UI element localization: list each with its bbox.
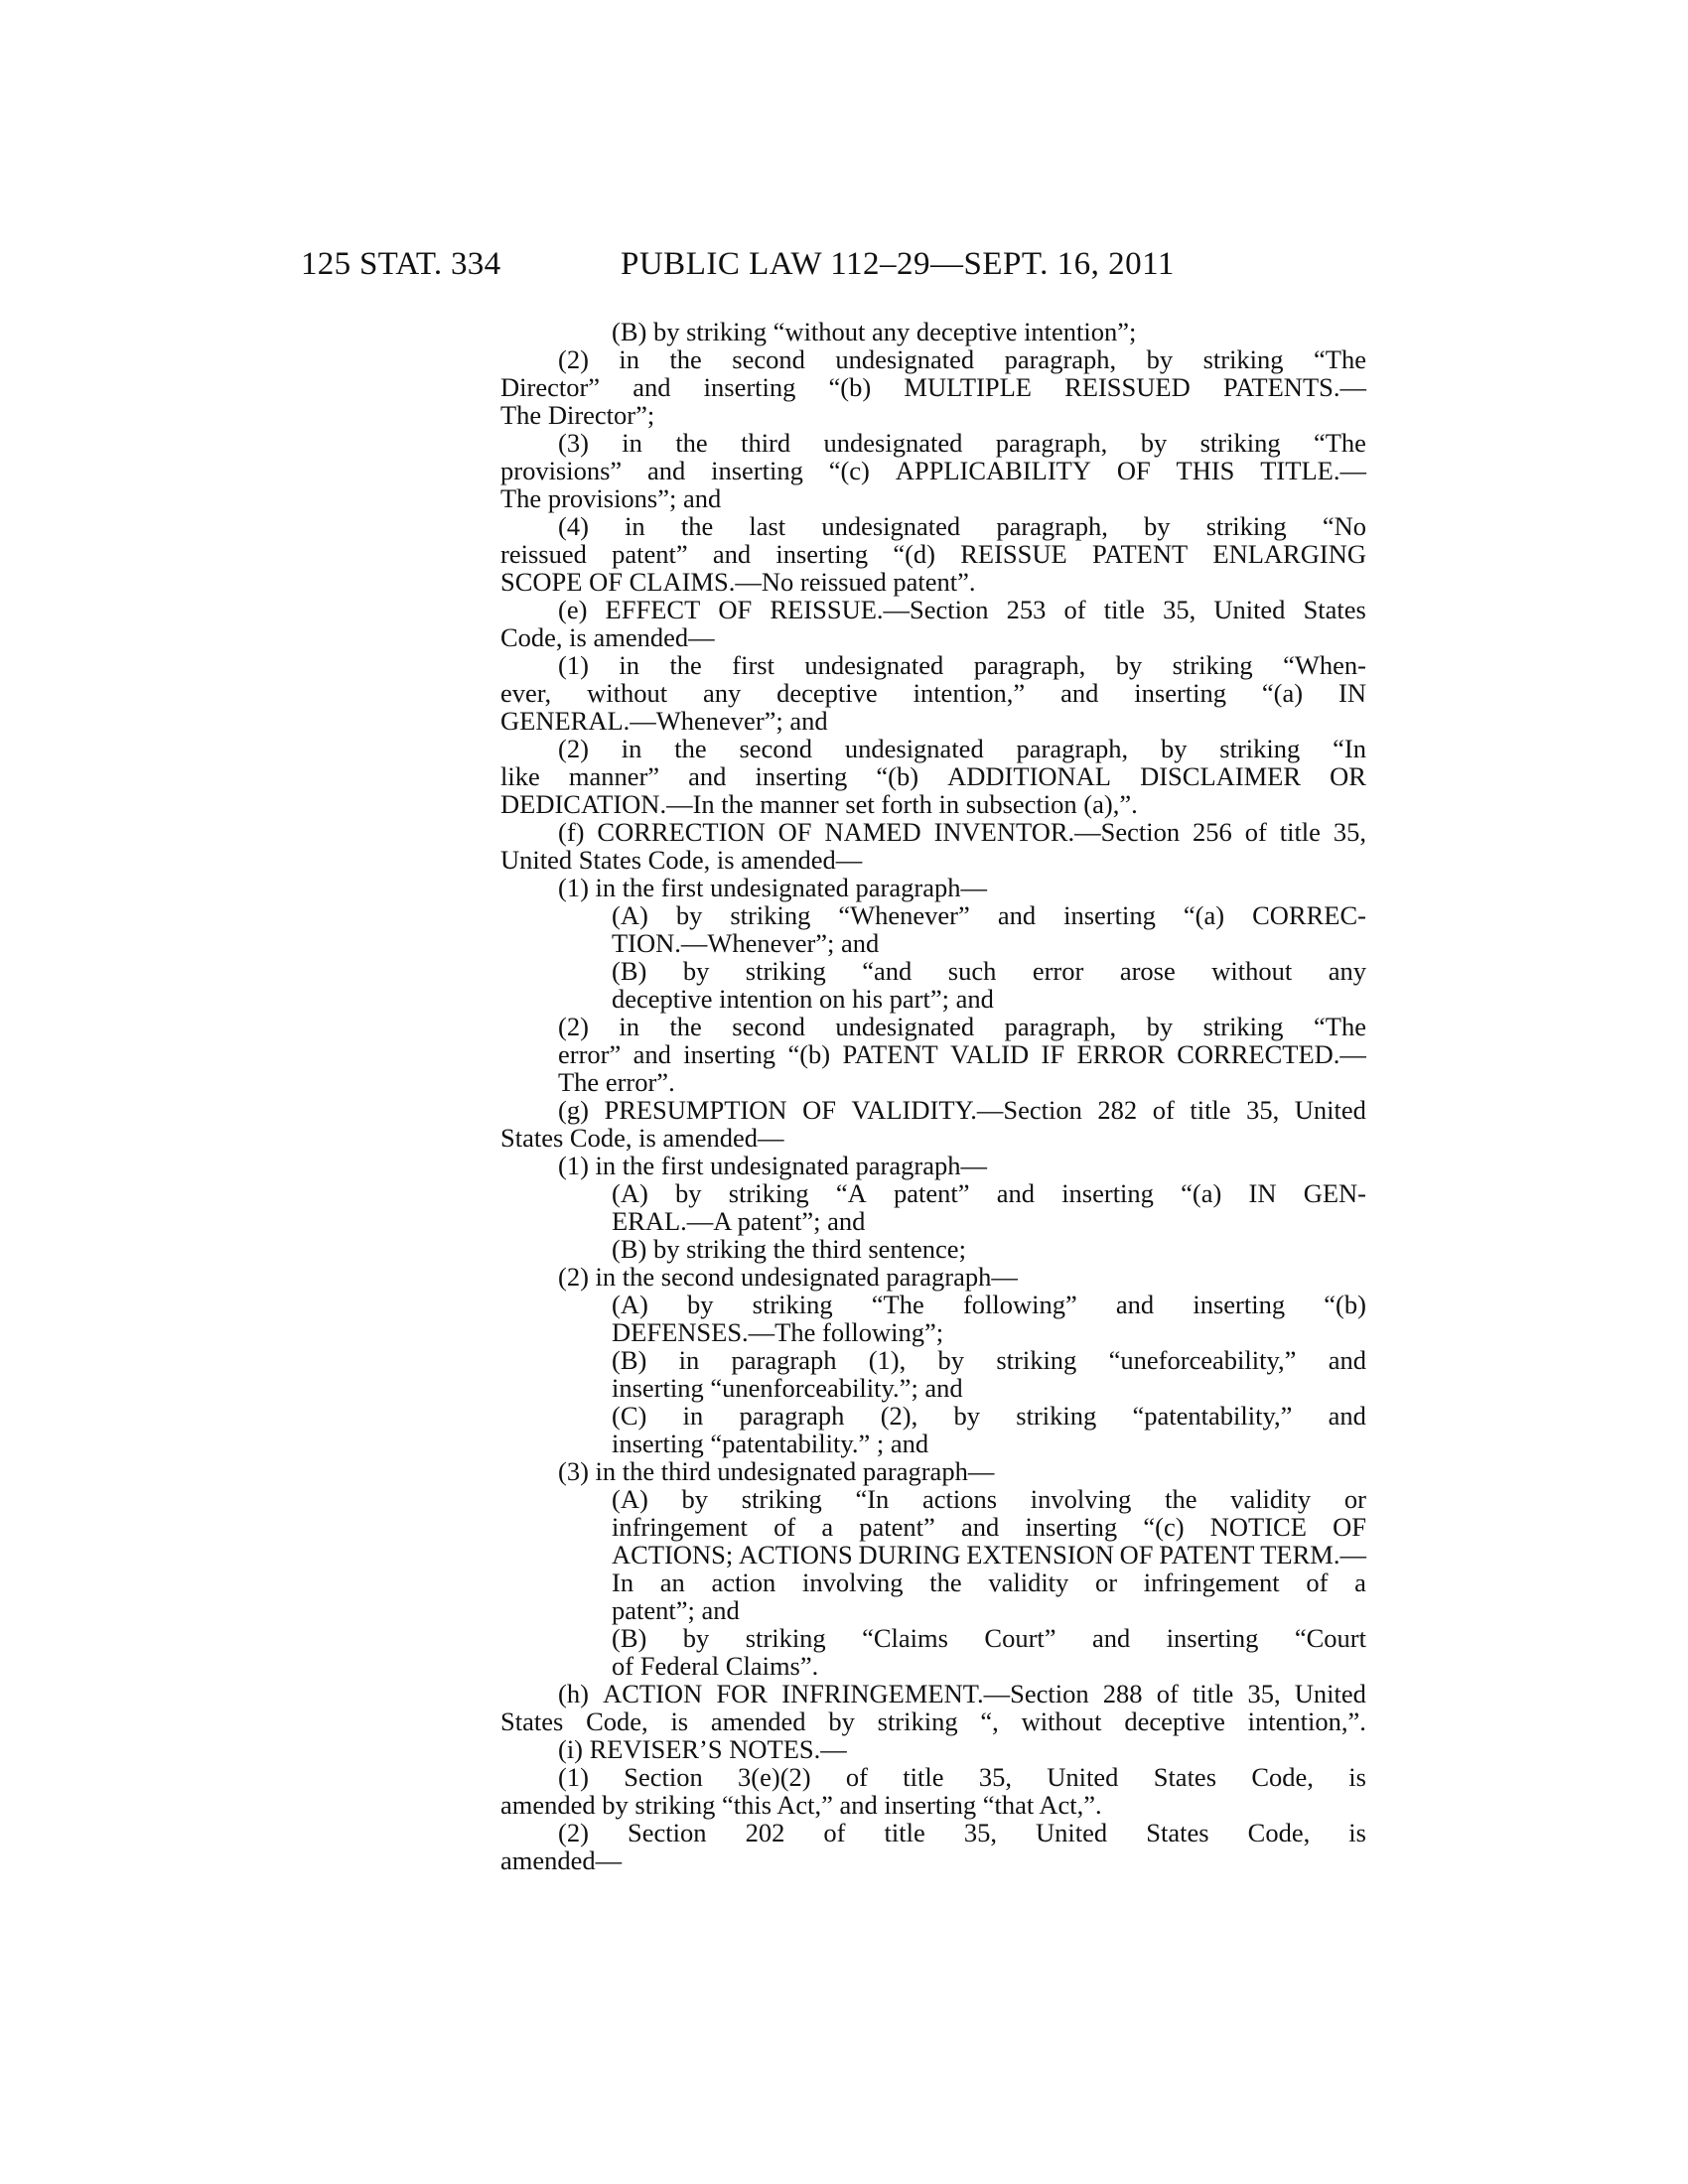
text-line: TION.—Whenever”; and: [612, 928, 880, 958]
text-line: infringement of a patent” and inserting “(c) NOTICE OF: [612, 1512, 1366, 1542]
text-line: DEDICATION.—In the manner set forth in subsection (a),”.: [500, 789, 1138, 819]
text-line: (g) PRESUMPTION OF VALIDITY.—Section 282 of title 35, United: [558, 1095, 1366, 1125]
text-line: ever, without any deceptive intention,” and inserting “(a) IN: [500, 678, 1366, 708]
text-line: ERAL.—A patent”; and: [612, 1206, 866, 1236]
text-line: Director” and inserting “(b) MULTIPLE REISSUED PATENTS.—: [500, 372, 1366, 402]
text-line: (B) in paragraph (1), by striking “uneforceability,” and: [612, 1345, 1366, 1375]
text-line: States Code, is amended—: [500, 1123, 784, 1153]
text-line: reissued patent” and inserting “(d) REISSUE PATENT ENLARGING: [500, 539, 1366, 569]
text-line: provisions” and inserting “(c) APPLICABILITY OF THIS TITLE.—: [500, 456, 1366, 485]
text-line: of Federal Claims”.: [612, 1651, 819, 1681]
text-line: United States Code, is amended—: [500, 845, 863, 875]
text-line: like manner” and inserting “(b) ADDITIONAL DISCLAIMER OR: [500, 761, 1366, 791]
text-line: (e) EFFECT OF REISSUE.—Section 253 of title 35, United States: [558, 595, 1366, 624]
text-line: (1) in the first undesignated paragraph—: [558, 1151, 987, 1180]
text-line: (2) Section 202 of title 35, United States Code, is: [558, 1818, 1366, 1847]
text-line: amended—: [500, 1845, 623, 1875]
text-line: error” and inserting “(b) PATENT VALID IF ERROR CORRECTED.—: [558, 1039, 1366, 1069]
text-line: (B) by striking “Claims Court” and inserting “Court: [612, 1623, 1366, 1653]
text-line: (B) by striking “without any deceptive intention”;: [612, 317, 1137, 346]
statute-body-text: [500, 318, 1366, 1874]
text-line: (2) in the second undesignated paragraph, by striking “The: [558, 344, 1366, 374]
statute-page-reference: 125 STAT. 334: [301, 246, 501, 282]
text-line: deceptive intention on his part”; and: [612, 984, 994, 1014]
text-line: DEFENSES.—The following”;: [612, 1317, 944, 1347]
text-line: (h) ACTION FOR INFRINGEMENT.—Section 288 of title 35, United: [558, 1679, 1366, 1708]
text-line: (A) by striking “Whenever” and inserting “(a) CORREC-: [612, 900, 1366, 930]
text-line: (1) in the first undesignated paragraph, by striking “When-: [558, 650, 1366, 680]
text-line: (1) in the first undesignated paragraph—: [558, 873, 987, 902]
text-line: The provisions”; and: [500, 483, 722, 513]
text-line: The error”.: [558, 1067, 675, 1097]
text-line: (f) CORRECTION OF NAMED INVENTOR.—Section 256 of title 35,: [558, 817, 1366, 847]
text-line: (3) in the third undesignated paragraph—: [558, 1456, 995, 1486]
text-line: Code, is amended—: [500, 622, 715, 652]
text-line: (3) in the third undesignated paragraph, by striking “The: [558, 428, 1366, 458]
text-line: In an action involving the validity or infringement of a: [612, 1568, 1366, 1597]
text-line: inserting “patentability.” ; and: [612, 1429, 929, 1458]
text-line: inserting “unenforceability.”; and: [612, 1373, 963, 1403]
text-line: (4) in the last undesignated paragraph, by striking “No: [558, 511, 1366, 541]
text-line: (2) in the second undesignated paragraph—: [558, 1262, 1018, 1292]
text-line: (C) in paragraph (2), by striking “patentability,” and: [612, 1401, 1366, 1431]
text-line: patent”; and: [612, 1595, 740, 1625]
text-line: SCOPE OF CLAIMS.—No reissued patent”.: [500, 567, 976, 597]
text-line: (B) by striking the third sentence;: [612, 1234, 966, 1264]
page-header: [0, 246, 1688, 296]
text-line: (1) Section 3(e)(2) of title 35, United States Code, is: [558, 1762, 1366, 1792]
text-line: GENERAL.—Whenever”; and: [500, 706, 828, 736]
text-line: (A) by striking “In actions involving the validity or: [612, 1484, 1366, 1514]
text-line: (A) by striking “The following” and inserting “(b): [612, 1290, 1366, 1319]
text-line: ACTIONS; ACTIONS DURING EXTENSION OF PATENT TERM.—: [612, 1540, 1366, 1570]
text-line: (B) by striking “and such error arose without any: [612, 956, 1366, 986]
public-law-title: PUBLIC LAW 112–29—SEPT. 16, 2011: [621, 246, 1175, 282]
text-line: The Director”;: [500, 400, 655, 430]
text-line: (2) in the second undesignated paragraph, by striking “In: [558, 734, 1366, 763]
text-line: (2) in the second undesignated paragraph, by striking “The: [558, 1012, 1366, 1041]
text-line: (A) by striking “A patent” and inserting “(a) IN GEN-: [612, 1178, 1366, 1208]
text-line: (i) REVISER’S NOTES.—: [558, 1734, 847, 1764]
text-line: amended by striking “this Act,” and inserting “that Act,”.: [500, 1790, 1102, 1820]
text-line: States Code, is amended by striking “, without deceptive intention,”.: [500, 1706, 1366, 1736]
